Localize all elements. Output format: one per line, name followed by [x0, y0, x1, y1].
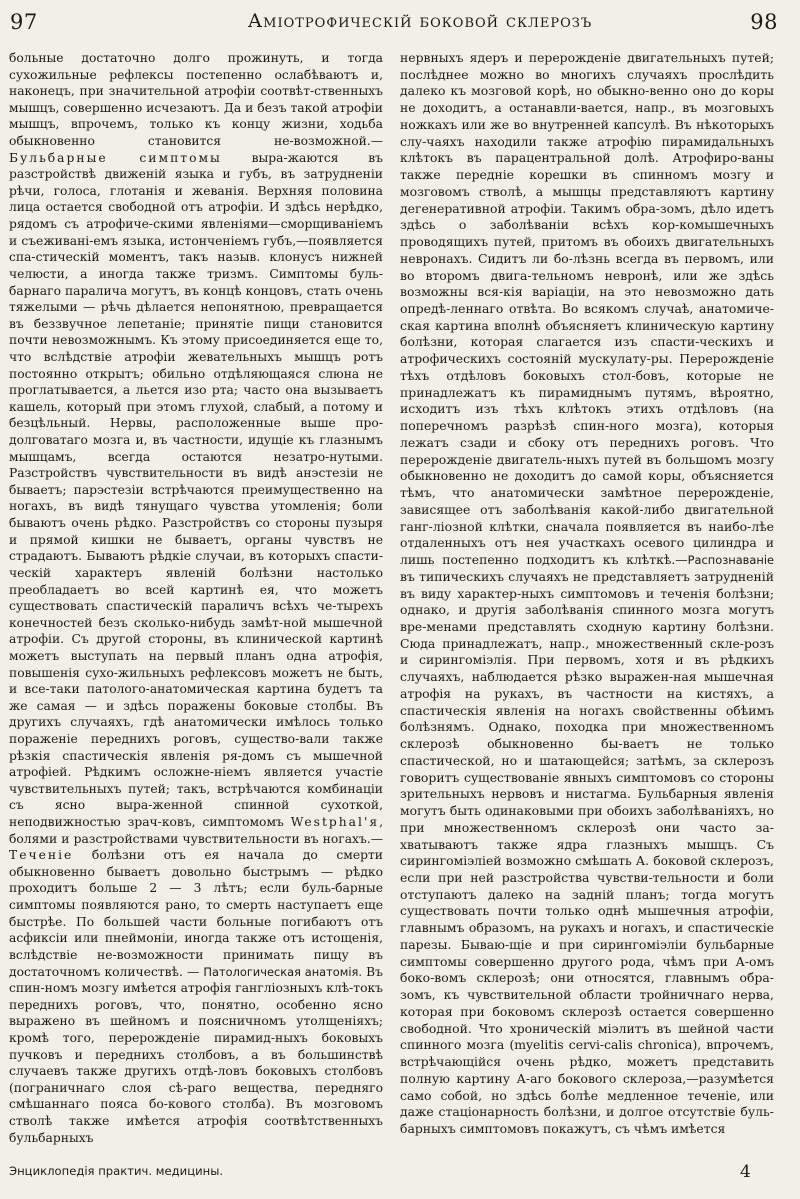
page-number-right: 98 [750, 10, 778, 34]
running-header [0, 6, 800, 42]
text-run: нервныхъ ядеръ и перерожденiе двигательныхъ путей; послѣднее можно во многихъ случаяхъ прослѣдить далеко къ мозговой корѣ, но обыкно-венно оно до коры не доходитъ, а останавли-вается, напр., въ мозговыхъ ножкахъ или же во внутренней капсулѣ. Въ нѣкоторыхъ слу-чаяхъ находили также атрофiю пирамидальныхъ клѣтокъ въ парацентральной долѣ. Атрофиро-ваны также переднiе корешки въ спинномъ мозгу и мозговомъ стволѣ, а мышцы представляютъ картину дегенеративной атрофiи. Такимъ обра-зомъ, дѣло идетъ здѣсь о заболѣванiи всѣхъ кор-комышечныхъ проводящихъ путей, притомъ въ обоихъ двигательныхъ невронахъ. Сидитъ ли бо-лѣзнь всегда въ первомъ, или во второмъ двига-тельномъ невронѣ, или же здѣсь возможны вся-кiя варiацiи, на это невозможно дать опредѣ-леннаго отвѣта. Во всякомъ случаѣ, анатомиче-ская картина вполнѣ объясняетъ клиническую картину болѣзни, которая слагается изъ спасти-ческихъ и атрофическихъ состоянiй мускулату-ры. Перерожденiе тѣхъ отдѣловъ боковыхъ стол-бовъ, которые не принадлежатъ къ пирамиднымъ путямъ, вѣроятно, исходитъ изъ тѣхъ клѣтокъ этихъ отдѣловъ (на поперечномъ разрѣзѣ спин-ного мозга), которыя лежатъ сзади и сбоку отъ переднихъ роговъ. Что перерожденiе двигатель-ныхъ путей въ большомъ мозгу обыкновенно не доходитъ до самой коры, объясняется тѣмъ, что анатомически замѣтное перерожденiе, зависящее отъ заболѣванiя какой-либо двигательной ганг-лiозной клѣтки, сначала появляется въ наибо-лѣе отдаленныхъ отъ нея участкахъ осевого цилиндра и лишь постепенно подходитъ къ клѣткѣ.— [400, 50, 774, 568]
section-term-course: Теченiе [9, 848, 74, 863]
running-title: Амiотрофическiй боковой склерозъ [247, 10, 593, 32]
section-heading-pathology: Патологическая анатомiя. [203, 964, 362, 979]
source-footnote: Энциклопедiя практич. медицины. [9, 1164, 224, 1178]
column-gutter [391, 50, 392, 1158]
text-run: выра-жаются въ разстройствѣ движенiй языка и губъ, въ затрудненiи рѣчи, голоса, глотанiя и жеванiя. Верхняя половина лица остается свободной отъ атрофiи. И здѣсь нерѣдко, рядомъ съ атрофиче-скими явленiями—сморщиванiемъ и съеживанi-емъ языка, истонченiемъ губъ,—появляется спа-стическiй моментъ, такъ назыв. клонусъ нижней челюсти, а иногда также тризмъ. Симптомы буль-барнаго паралича могутъ, въ концѣ концовъ, стать очень тяжелыми — рѣчь дѣлается непонятною, превращается въ беззвучное лепетанiе; принятiе пищи становится почти невозможнымъ. Къ этому присоединяется еще то, что вслѣдствiе атрофiи жевательныхъ мышцъ ротъ постоянно открытъ; обильно отдѣляющаяся слюна не проглатывается, а льется изо рта; часто она вызываетъ кашель, который при этомъ глухой, слабый, а потому и безцѣльный. Нервы, расположенные выше про-долговатаго мозга и, въ частности, идущiе къ глазнымъ мышцамъ, всегда остаются незатро-нутыми. Разстройствъ чувствительности въ видѣ анэстезiи не бываетъ; парэстезiи встрѣчаются преимущественно на ногахъ, въ видѣ тянущаго чувства утомленiя; боли бываютъ очень рѣдко. Разстройствъ со стороны пузыря и прямой кишки не бываетъ, органы чувствъ не страдаютъ. Бываютъ рѣдкiе случаи, въ которыхъ спасти-ческiй характеръ явленiй болѣзни настолько преобладаетъ во всей картинѣ ея, что можетъ существовать спастическiй параличъ всѣхъ че-тырехъ конечностей безъ сколько-нибудь замѣт-ной мышечной атрофiи. Съ другой стороны, въ клинической картинѣ можетъ выступать на первый планъ одна атрофiя, повышенiя сухо-жильныхъ рефлексовъ можетъ не быть, и все-таки патолого-анатомическая картина будетъ та же самая — и здѣсь поражены боковые столбы. Въ другихъ случаяхъ, гдѣ анатомически имѣлось только пораженiе переднихъ роговъ, существо-вали также рѣзкiя спастическiя явленiя ря-домъ съ мышечной атрофiей. Рѣдкимъ осложне-нiемъ является участiе чувствительныхъ путей; такъ, встрѣчаются комбинацiи съ ясно выра-женной спинной сухоткой, неподвижностью зрач-ковъ, симптомомъ [9, 150, 383, 830]
text-run: въ типическихъ случаяхъ не представляетъ затрудненiй въ виду характер-ныхъ симптомовъ и теченiя болѣзни; однако, и другiя заболѣванiя спинного мозга могутъ вре-менами представлять сходную картину болѣзни. Сюда принадлежатъ, напр., множественный скле-розъ и сирингомiэлiя. При первомъ, хотя и въ рѣдкихъ случаяхъ, наблюдается рѣзко выражен-ная мышечная атрофiя на рукахъ, въ частности на кистяхъ, а спастическiя явленiя на ногахъ свойственны обѣимъ болѣзнямъ. Однако, походка при множественномъ склерозѣ обыкновенно бы-ваетъ не только спастической, но и шатающейся; затѣмъ, за склерозъ говоритъ существованiе явныхъ симптомовъ со стороны зрительныхъ нервовъ и нистагма. Бульбарныя явленiя могутъ быть одинаковыми при обоихъ заболѣванiяхъ, но при множественномъ склерозѣ они часто за-хватываютъ также ядра глазныхъ мышцъ. Съ сирингомiэлiей возможно смѣшать А. боковой склерозъ, если при ней разстройства чувстви-тельности и боли отступаютъ далеко на заднiй планъ; тогда могутъ существовать почти только однѣ мышечныя атрофiи, главнымъ образомъ, на рукахъ и ногахъ, и спастическiе парезы. Бываю-щiе и при сирингомiэлiи бульбарные симптомы совершенно другого рода, чѣмъ при А-омъ боко-вомъ склерозѣ; они относятся, главнымъ обра-зомъ, къ чувствительной области тройничнаго нерва, которая при боковомъ склерозѣ остается совершенно свободной. Что хроническiй мiэлитъ въ шейной части спинного мозга (myelitis cervi-calis chronica), впрочемъ, встрѣчающiйся очень рѣдко, можетъ представить полную картину А-аго бокового склероза,—разумѣется само собой, но здѣсь болѣе медленное теченiе, или даже стацiонарность болѣзни, и долгое отсутствiе буль-барныхъ симптомовъ покажутъ, съ чѣмъ имѣется [400, 568, 774, 1136]
signature-mark: 4 [740, 1162, 751, 1182]
text-run: Въ спин-номъ мозгу имѣется атрофiя ганглiозныхъ клѣ-токъ переднихъ роговъ, что, понятно, особенно ясно выражено въ шейномъ и поясничномъ утолщенiяхъ; кромѣ того, перерожденiе пирамид-ныхъ боковыхъ пучковъ и переднихъ столбовъ, а въ большинствѣ случаевъ также другихъ отдѣ-ловъ боковыхъ столбовъ (пограничнаго слоя сѣ-раго вещества, передняго смѣшаннаго пояса бо-кового столба). Въ мозговомъ стволѣ также имѣется атрофiя соотвѣтственныхъ бульбарныхъ [9, 964, 383, 1145]
text-run: , болями и разстройствами чувствительности въ ногахъ.— [9, 815, 383, 846]
right-text-column [400, 50, 774, 1138]
eponym-westphal: Westphal'я [290, 815, 380, 830]
text-run: больные достаточно долго прожинуть, и тогда сухожильные рефлексы постепенно ослабѣваютъ и, наконецъ, при значительной атрофiи соотвѣт-ственныхъ мышцъ, совершенно исчезаютъ. Да и безъ такой атрофiи мышцъ, впрочемъ, только къ концу жизни, ходьба обыкновенно становится не-возможной.— [9, 51, 383, 149]
page-number-left: 97 [10, 10, 38, 34]
right-column-paragraph [400, 50, 774, 1138]
left-column-paragraph [9, 50, 383, 1146]
section-heading-diagnosis: Распознаванiе [687, 553, 774, 568]
section-term-bulbar: Бульбарные симптомы [9, 150, 222, 165]
text-run: болѣзни отъ ея начала до смерти обыкновенно бываетъ довольно быстрымъ — рѣдко проходитъ больше 2 — 3 лѣтъ; если буль-барные симптомы появляются рано, то смерть наступаетъ еще быстрѣе. По большей части больные погибаютъ отъ асфиксiи или пнеймонiи, иногда также отъ истощенiя, вслѣдствiе не-возможности принимать пищу въ достаточномъ количествѣ. — [9, 848, 383, 979]
left-text-column [9, 50, 383, 1146]
